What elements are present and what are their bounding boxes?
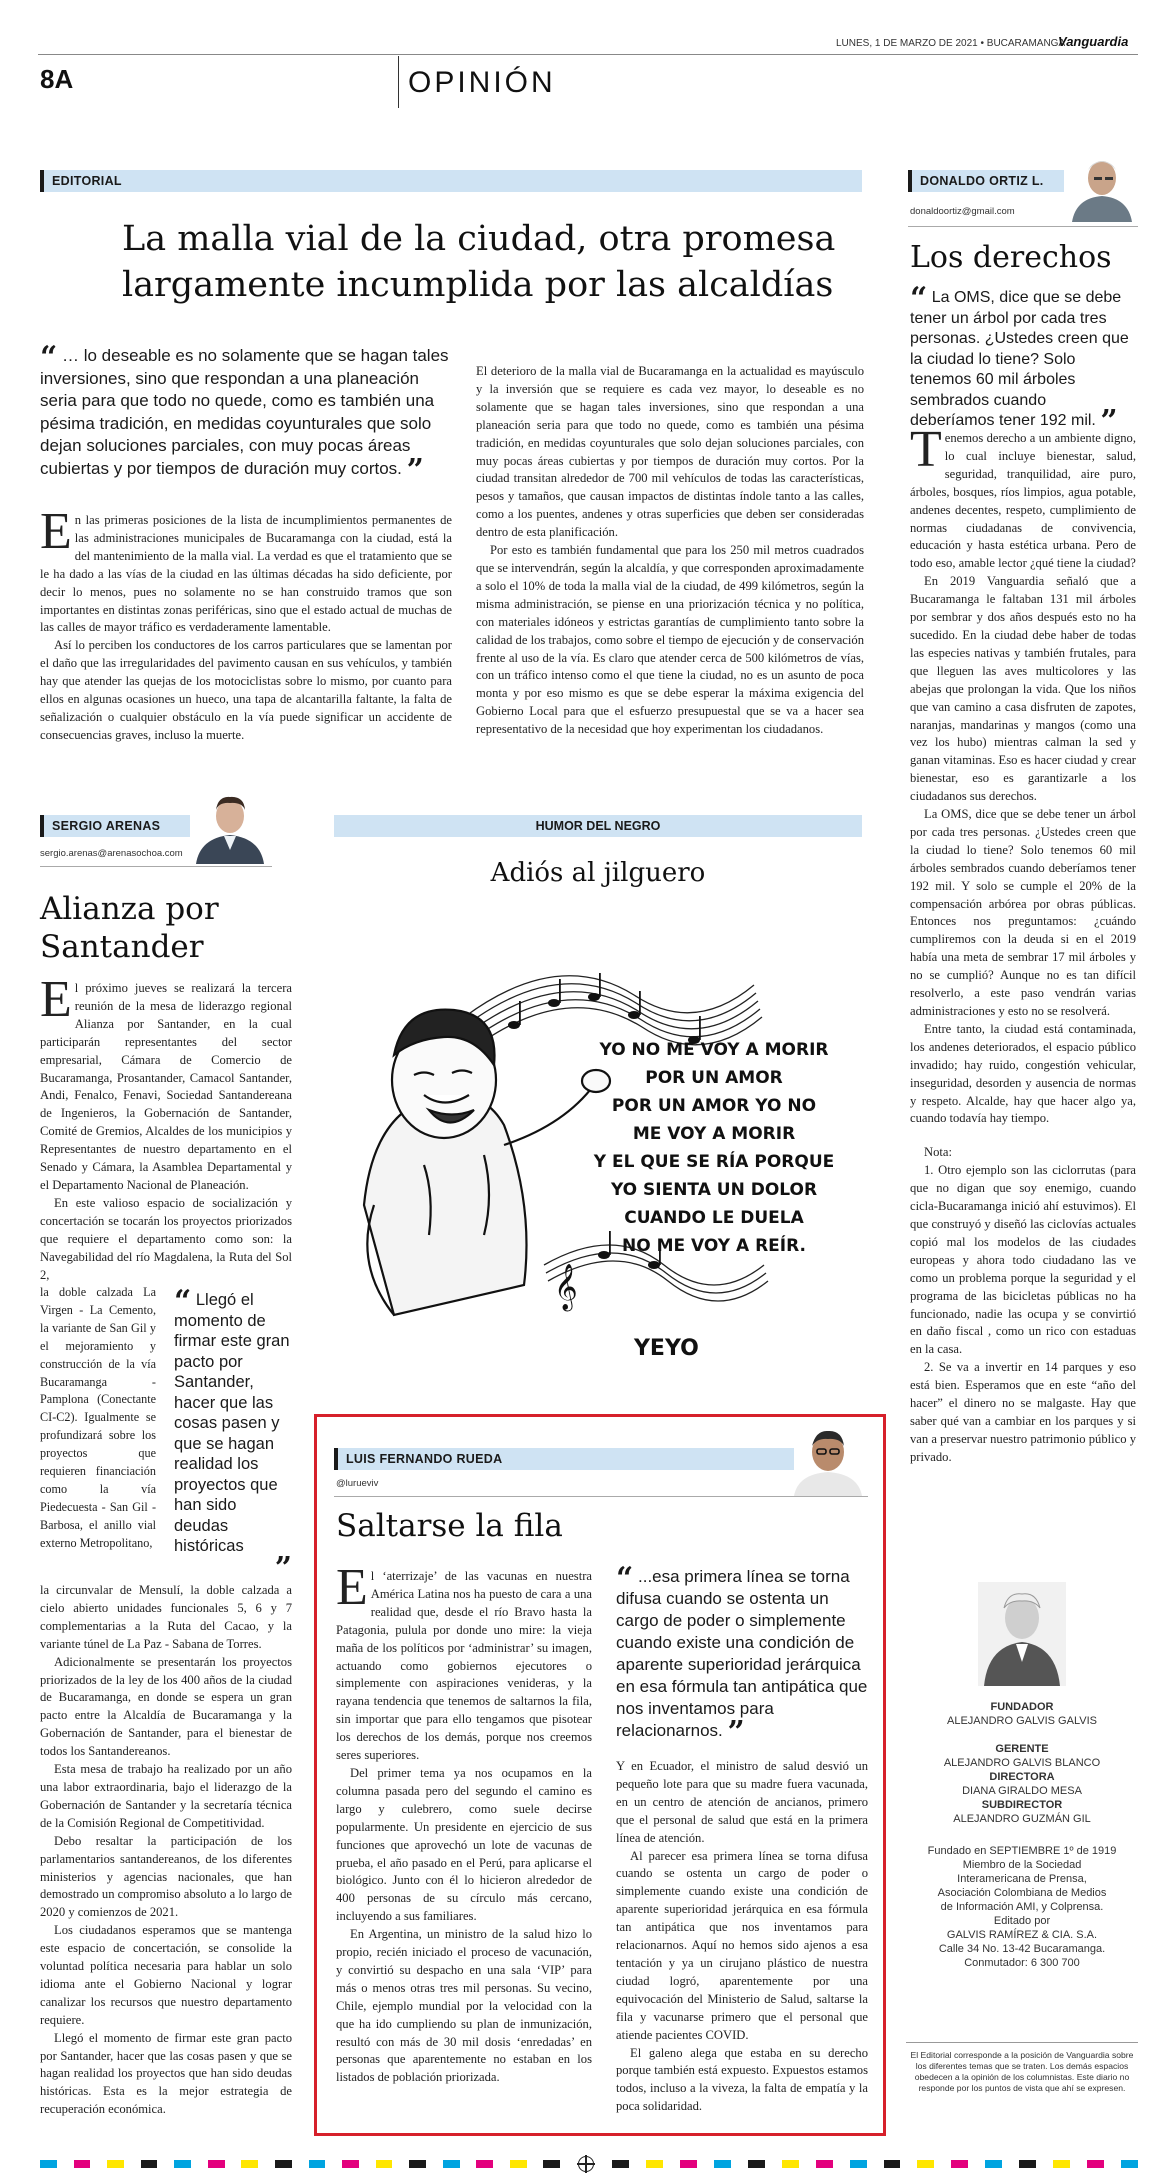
cartoon-lyric-line: CUANDO LE DUELA [624,1208,804,1228]
section-title: OPINIÓN [408,66,556,99]
cartoon-lyrics [593,1040,835,1256]
masthead-label: SUBDIRECTOR [981,1799,1063,1811]
ortiz-pullquote [910,281,1134,439]
cartoon-illustration [334,905,862,1375]
close-quote-icon: ” [727,1715,745,1750]
ortiz-paragraph: La OMS, dice que se debe tener un árbol por cada tres personas. ¿Ustedes creen que la ciudad lo tiene? Solo tenemos 60 mil árboles sembrados cuando deberíamos tener 192 mil. Y solo se cumple el 20% de la compensación arbórea por obras públicas. Entonces nos preguntamos: ¿cuándo cumpliremos con la deuda si en el 2019 había una meta de sembrar 17 mil árboles y no se cumplió? Aunque no es tan difícil resolverlo, a este paso vendrán varias administraciones y esto no se resolverá. [910,807,1136,1018]
rueda-avatar [790,1422,866,1496]
cartoon-lyric-line: ME VOY A MORIR [632,1124,796,1144]
rueda-rule [334,1496,868,1497]
svg-text:𝄞: 𝄞 [554,1264,578,1310]
close-quote-icon: ” [274,1550,292,1586]
rueda-pullquote-text: ...esa primera línea se torna difusa cuando se ostenta un cargo de poder o simplemente cuando existe una condición de aparente superioridad jerárquica en esa fórmula tan antipática que nos inventamos para relacionarnos. [616,1567,868,1740]
ortiz-paragraph: En 2019 Vanguardia señaló que a Bucaramanga le faltaban 131 mil árboles por sembrar y dos años después esto no ha sucedido. En la ciudad debe haber de todas las especies nativas y también frutales, para que lleguen las aves multicolores y las abejas que prolongan la vida. Que los niños que van camino a casa disfruten de zapotes, naranjas, mandarinas y mangos (como una vez los hubo) mientras calman la sed y ganan vitaminas. Eso es hacer ciudad y crear bienestar, eso es garantizarle a los ciudadanos sus derechos. [910,574,1136,804]
editorial-label: EDITORIAL [52,174,122,188]
ortiz-pullquote-text: La OMS, dice que se debe tener un árbol por cada tres personas. ¿Ustedes creen que la ciudad lo tiene? Solo tenemos 60 mil árboles sembrados cuando deberíamos tener 192 mil. [910,289,1129,429]
masthead-info-line: Miembro de la Sociedad [962,1859,1082,1871]
dateline: LUNES, 1 DE MARZO DE 2021 • BUCARAMANGA [836,38,1066,49]
editorial-paragraph: El deterioro de la malla vial de Bucaramanga en la actualidad es mayúsculo y la inversión que se requiere es cada vez mayor, lo deseable es no solamente que se hagan tales inversiones, sino que respondan a una planeación seria para que todo no quede, como es también una pésima tradición, en medidas coyunturales que solo dejan soluciones parciales, con muy pocas áreas cubiertas y por tiempos de duración muy cortos. Por la ciudad transitan alrededor de 700 mil vehículos de todas las características, pesos y tamaños, que causan impactos de distintas índole tanto a las calles, como a los puentes, andenes y otras superficies que deben ser consideradas dentro de esta planificación. [476,364,864,540]
ortiz-rule [908,226,1138,227]
open-quote-icon: “ [910,281,928,316]
open-quote-icon: “ [40,340,58,375]
cartoon-lyric-line: POR UN AMOR YO NO [611,1096,817,1116]
close-quote-icon: ” [406,452,424,488]
founder-portrait [978,1582,1066,1686]
registration-target-icon [578,2156,594,2172]
rueda-handle[interactable]: @lurueviv [336,1478,379,1489]
rueda-paragraph: Y en Ecuador, el ministro de salud desvió un pequeño lote para que su madre fuera vacunada, en un centro de atención de ancianos, primero que el personal de salud que está en la primera línea de atención. [616,1759,868,1845]
cartoon-signature: YEYO [634,1336,699,1361]
masthead-disclaimer: El Editorial corresponde a la posición de Vanguardia sobre los diferentes temas que se traten. Los demás espacios obedecen a la opinión de los columnistas. Este diario no responde por los puntos de vista que ahí se expresen. [910,2050,1134,2093]
arenas-title [40,890,219,966]
cartoon-lyric-line: YO NO ME VOY A MORIR [599,1040,829,1060]
editorial-label-band [40,170,862,192]
arenas-author-band [40,815,190,837]
masthead-name: DIANA GIRALDO MESA [962,1785,1082,1797]
page-number: 8A [40,64,74,94]
header-rule [38,54,1138,55]
masthead-rule [906,2042,1138,2043]
cartoon-label: HUMOR DEL NEGRO [535,819,661,833]
rueda-paragraph: El ‘aterrizaje’ de las vacunas en nuestra América Latina nos ha puesto de cara a una realidad que, desde el río Bravo hasta la Patagonia, pulula por donde uno mire: la vieja maña de los políticos por ‘administrar’ su imagen, actuando como gobiernos ejecutores o simplemente con aspiraciones venideras, y la rayana tendencia que tenemos de saltarnos la fila, sin importar que para ello tengamos que pisotear los derechos de los demás, porque nos creemos seres superiores. [336,1559,592,1763]
open-quote-icon: “ [616,1561,634,1596]
ortiz-nota-item: 2. Se va a invertir en 14 parques y eso está bien. Esperamos que en este “año del hacer” el dinero no se malgaste. Hay que saber qué van a cambiar en los parques y si van a preservar nuestro patrimonio público y privado. [910,1360,1136,1464]
close-quote-icon: ” [1100,404,1118,439]
founder-photo-icon [978,1582,1066,1686]
masthead-info-line: GALVIS RAMÍREZ & CIA. S.A. [946,1929,1098,1941]
editorial-headline [122,216,835,308]
ortiz-author: DONALDO ORTIZ L. [920,174,1044,188]
masthead-label: FUNDADOR [990,1701,1054,1713]
section-divider [398,56,399,108]
arenas-paragraph: Llegó el momento de firmar este gran pacto por Santander, hacer que las cosas pasen y que se hagan realidad los proyectos que han sido deudas históricas. Esta es la mejor estrategia de recuperación económica. [40,2030,292,2117]
arenas-paragraph: la doble calzada La Virgen - La Cemento, la variante de San Gil y el mejoramiento y construcción de la vía Bucaramanga - Pamplona (Conectante CI-C2). Igualmente se profundizará sobre los proyectos que requieren financiación como la vía Piedecuesta - San Gil - Barbosa, el anillo vial externo Metropolitano, [40,1285,156,1550]
arenas-title-line1: Alianza por [40,891,219,927]
arenas-email[interactable]: sergio.arenas@arenasochoa.com [40,848,183,859]
editorial-paragraph: Así lo perciben los conductores de los carros particulares que se lamentan por el daño que las irregularidades del pavimento causan en sus vehículos, y también hay que atender las quejas de los motociclistas sobre lo mismo, por cuanto para ellos en algunas ocasiones un hueco, una tapa de alcantarilla faltante, la falta de señalización o cualquier obstáculo en la vía puede significar un accidente de consecuencias graves, incluso la muerte. [40,638,452,742]
masthead-name: ALEJANDRO GALVIS GALVIS [947,1715,1097,1727]
arenas-avatar [188,788,272,864]
masthead-info-line: de Información AMI, y Colprensa. [940,1901,1104,1913]
masthead-name: ALEJANDRO GUZMÁN GIL [953,1813,1091,1825]
masthead-label: GERENTE [995,1743,1049,1755]
ortiz-body [910,421,1136,1467]
rueda-paragraph: Del primer tema ya nos ocupamos en la columna pasada pero del segundo el camino es largo y culebrero, como suele decirse popularmente. Un presidente en ejercicio de sus funciones que aprovechó un lote de vacunas de prueba, el año pasado en el Perú, para aplicarse el biológico. Junto con él lo hicieron alrededor de 400 personas de su círculo más cercano, incluyendo a sus familiares. [336,1765,592,1924]
cartoon-title: Adiós al jilguero [490,858,706,888]
editorial-pullquote [40,340,452,488]
masthead-text [906,1700,1138,1970]
singer-cartoon-icon [334,905,862,1375]
editorial-column-1 [40,503,452,745]
editorial-column-2 [476,363,864,739]
author-photo-icon [1066,150,1136,222]
cartoon-label-band [334,815,862,837]
ortiz-nota-label: Nota: [924,1145,952,1160]
masthead-info-line: Conmutador: 6 300 700 [964,1957,1080,1969]
arenas-paragraph: Adicionalmente se presentarán los proyectos priorizados de la ley de los 400 años de la ciudad de Bucaramanga, en donde se espera un gran pacto entre la Alcaldía de Bucaramanga y la Gobernación de Santander, para el bienestar de todos los Santandereanos. [40,1654,292,1759]
rueda-paragraph: Al parecer esa primera línea se torna difusa cuando se ostenta un cargo de poder o simplemente cuando existe una condición de aparente superioridad jerárquica en esa fórmula tan antipática que nos inventamos para relacionarnos. Aquí no hemos sido ajenos a esa tentación y ya un cirujano plástico de nuestra ciudad logró, aparentemente por una equivocación del Ministerio de Salud, saltarse la fila y vacunarse primero que el personal que atiende pacientes COVID. [616,1848,868,2042]
masthead-label: DIRECTORA [989,1771,1055,1783]
arenas-paragraph: Los ciudadanos esperamos que se mantenga este espacio de concertación, se consolide la voluntad política necesaria para hablar un solo idioma ante el Gobierno Nacional y lograr canalizar los recursos que nuestro departamento requiere. [40,1923,292,2027]
editorial-pullquote-text: … lo deseable es no solamente que se hagan tales inversiones, sino que respondan a una planeación seria para que todo no quede, como es también una pésima tradición, en medidas coyunturales que solo dejan soluciones parciales, con muy pocas áreas cubiertas y por tiempos de duración muy cortos. [40,346,449,478]
rueda-column-1 [336,1559,592,2087]
rueda-author: LUIS FERNANDO RUEDA [346,1452,503,1466]
arenas-paragraph: El próximo jueves se realizará la tercera reunión de la mesa de liderazgo regional Alianza por Santander, en la cual participarán representantes del sector empresarial, Cámara de Comercio de Bucaramanga, Prosantander, Camacol Santander, Andi, Fenalco, Fenavi, Sociedad Santandereana de Ingenieros, la Gobernación de Santander, Comité de Gremios, Alcaldes de los municipios y Representantes de nuestro departamento en el Senado y Cámara, la Asamblea Departamental y el Departamento Nacional de Planeación. [40,971,292,1192]
arenas-pullquote [174,1284,292,1586]
ortiz-paragraph: Tenemos derecho a un ambiente digno, lo cual incluye bienestar, salud, seguridad, tranquilidad, aire puro, árboles, bosques, ríos limpios, agua potable, andenes decentes, respeto, cumplimiento de normas ciudadanas de convivencia, educación y hasta estética urbana. Pero de todo eso, amable lector ¿qué tiene la ciudad? [910,421,1136,571]
author-photo-icon [790,1422,866,1496]
masthead-info-line: Fundado en SEPTIEMBRE 1º de 1919 [927,1845,1117,1857]
registration-bar-right [612,2160,1138,2168]
rueda-title: Saltarse la fila [336,1508,563,1544]
arenas-paragraph: Debo resaltar la participación de los parlamentarios santandereanos, de los diferentes ministerios y agencias nacionales, que han demostrado un compromiso absoluto a lo largo de 2020 y comienzos de 2021. [40,1833,292,1920]
arenas-title-line2: Santander [40,929,204,965]
rueda-paragraph: En Argentina, un ministro de la salud hizo lo propio, recién iniciado el proceso de vacunación, y convirtió su despacho en una sala ‘VIP’ para más o menos otras tres mil personas. Su vecino, Chile, ejemplo mundial por la velocidad con la que ha ido cumpliendo su plan de inmunización, resultó con más de 30 mil dosis ‘enredadas’ en personas que aparentemente no estaban en los listados de población priorizada. [336,1927,592,2085]
editorial-headline-line2: largamente incumplida por las alcaldías [122,265,834,305]
brand-logo[interactable]: Vanguardia [1058,34,1129,49]
editorial-headline-line1: La malla vial de la ciudad, otra promesa [122,219,836,259]
registration-bar-left [40,2160,560,2168]
editorial-paragraph: Por esto es también fundamental que para los 250 mil metros cuadrados que se intervendrán, según la alcaldía, y que corresponden aproximadamente a solo el 10% de toda la malla vial de la ciudad, de 499 kilómetros, según la misma administración, se piense en una priorización técnica y no política, con materiales idóneos y estrictas garantías de cumplimiento tanto sobre la calidad de los trabajos, como sobre el tiempo de ejecución y de conservación frente al uso de la vía. Es claro que atender cerca de 500 kilómetros de vías, con un tráfico intenso como el que tiene la ciudad, no es un asunto de poca monta y por eso mismo es que se debe esperar la máxima exigencia del Gobierno Local para que el esfuerzo presupuestal que se va a hacer sea representativo de la necesidad que hoy experimentan los ciudadanos. [476,543,864,737]
cartoon-lyric-line: POR UN AMOR [645,1068,783,1088]
arenas-body-narrow [40,1284,156,1553]
ortiz-avatar [1066,150,1136,222]
masthead-info-line: Asociación Colombiana de Medios [937,1887,1107,1899]
arenas-paragraph: Esta mesa de trabajo ha realizado por un año una labor extraordinaria, bajo el liderazgo de la Gobernación de Santander y la secretaría técnica de la Comisión Regional de Competitividad. [40,1762,292,1830]
ortiz-paragraph: Entre tanto, la ciudad está contaminada, los andenes deteriorados, el espacio público invadido; hay ruido, congestión vehicular, inseguridad, desorden y ausencia de normas y respeto. Alcalde, hay que hacer algo ya, cuando todavía hay tiempo. [910,1021,1136,1126]
arenas-paragraph: la circunvalar de Mensulí, la doble calzada a cielo abierto unidades funcionales 5, 6 y 7 complementarias a la Ruta del Cacao, y la variante túnel de La Paz - Sabana de Torres. [40,1583,292,1651]
ortiz-nota-item: 1. Otro ejemplo son las ciclorrutas (para que no digan que soy enemigo, cuando cicla-Bucaramanga inició ahí estuvimos). El que construyó y diseñó las ciclovías actuales copió mal los modelos de las ciudades europeas y ahora todo ciudadano las ve como un problema porque la seguridad y el programa de las bicicletas públicas no ha funcionado, nadie las ocupa y se convirtió en daño fiscal , como un rico con estaduas en la casa. [910,1163,1136,1357]
rueda-pullquote [616,1561,868,1750]
ortiz-title: Los derechos [910,240,1112,275]
rueda-column-2 [616,1758,868,2116]
arenas-author: SERGIO ARENAS [52,819,161,833]
cartoon-lyric-line: NO ME VOY A REÍR. [622,1236,806,1256]
ortiz-email[interactable]: donaldoortiz@gmail.com [910,206,1015,217]
masthead-name: ALEJANDRO GALVIS BLANCO [943,1757,1101,1769]
cartoon-lyric-line: YO SIENTA UN DOLOR [610,1180,818,1200]
arenas-pullquote-text: Llegó el momento de firmar este gran pacto por Santander, hacer que las cosas pasen y que se hagan realidad los proyectos que han sido deudas históricas [174,1291,290,1555]
ortiz-author-band [908,170,1064,192]
cartoon-lyric-line: Y EL QUE SE RÍA PORQUE [593,1152,835,1172]
masthead-info-line: Interamericana de Prensa, [957,1873,1087,1885]
rueda-paragraph: El galeno alega que estaba en su derecho porque también está expuesto. Expuestos estamos todos, incluso a la viveza, la falta de empatía y la poca solidaridad. [616,2045,868,2114]
open-quote-icon: “ [174,1284,192,1319]
masthead-info-line: Editado por [993,1915,1051,1927]
masthead-info-line: Calle 34 No. 13-42 Bucaramanga. [938,1943,1106,1955]
arenas-rule [40,866,272,867]
arenas-body-top [40,971,292,1284]
rueda-author-band [334,1448,794,1470]
arenas-body-bottom [40,1582,292,2119]
arenas-paragraph: En este valioso espacio de socialización y concertación se tocarán los proyectos priorizados que requiere el departamento como son: la Navegabilidad del río Magdalena, la Ruta del Sol 2, [40,1195,292,1282]
author-photo-icon [188,788,272,864]
editorial-paragraph: En las primeras posiciones de la lista de incumplimientos permanentes de las administraciones municipales de Bucaramanga con la ciudad, está la del mantenimiento de la malla vial. La verdad es que el tratamiento que se le ha dado a las vías de la ciudad en las últimas décadas ha sido deficiente, por decir lo menos, pues no solamente no se han construido tramos que son importantes en distintas zonas periféricas, sino que el estado actual de muchas de las calles de mayor tráfico es verdaderamente lamentable. [40,503,452,635]
